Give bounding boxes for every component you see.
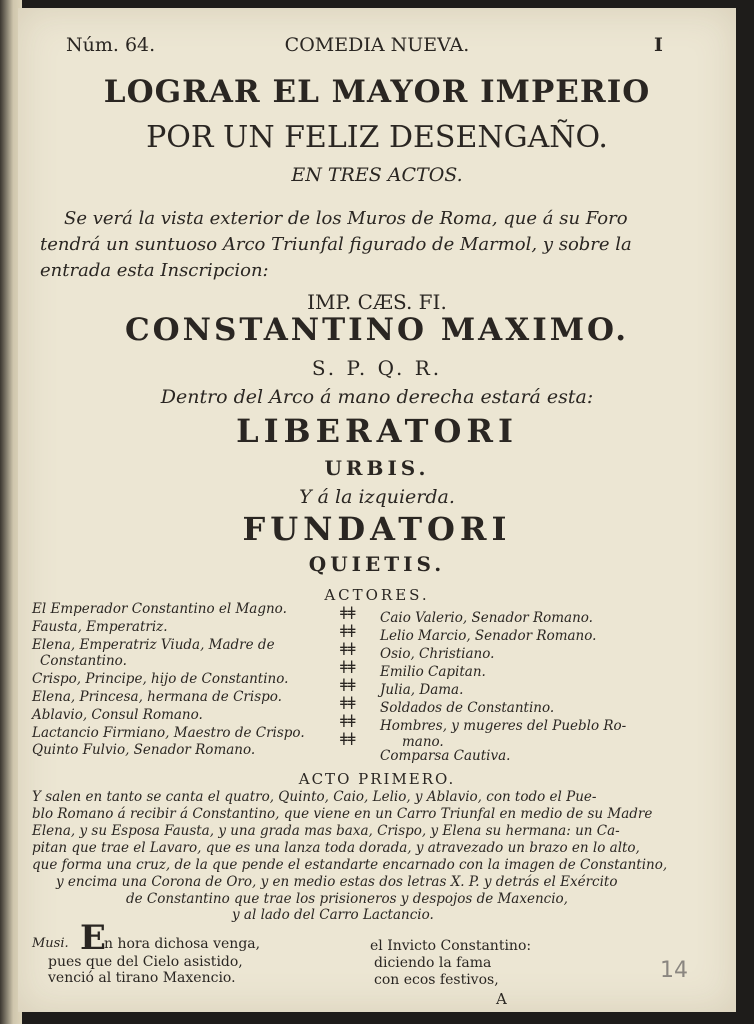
verse-line: pues que del Cielo asistido, — [48, 954, 243, 970]
inscription-name: CONSTANTINO MAXIMO. — [124, 312, 630, 348]
dagger-ornament: ǂǂ — [340, 622, 356, 642]
cast-left-item: El Emperador Constantino el Magno. — [32, 601, 287, 617]
cast-right-item: Comparsa Cautiva. — [380, 748, 511, 764]
page-number-label: Núm. 64. — [66, 34, 156, 56]
dagger-ornament: ǂǂ — [340, 694, 356, 714]
left-inscription-sub: QUIETIS. — [308, 552, 446, 576]
speaker-label: Musi. — [32, 936, 69, 951]
cast-right-item: Hombres, y mugeres del Pueblo Ro- — [380, 718, 627, 734]
verse-line: con ecos festivos, — [374, 972, 499, 988]
inscription-line: IMP. CÆS. FI. — [307, 290, 447, 314]
intro-line: tendrá un suntuoso Arco Triunfal figurado de Marmol, y sobre la — [40, 234, 632, 255]
cast-left-item: Quinto Fulvio, Senador Romano. — [32, 742, 256, 758]
signature-mark: A — [496, 990, 507, 1008]
cast-left-item: Ablavio, Consul Romano. — [32, 707, 203, 723]
title-line-3: EN TRES ACTOS. — [291, 164, 463, 186]
title-line-1: LOGRAR EL MAYOR IMPERIO — [103, 74, 651, 110]
dagger-ornament: ǂǂ — [340, 658, 356, 678]
dagger-ornament: ǂǂ — [340, 604, 356, 624]
left-inscription: FUNDATORI — [242, 510, 512, 548]
drop-cap-letter: E — [80, 918, 106, 958]
stage-direction-line: de Constantino que trae los prisioneros y despojos de Maxencio, — [126, 891, 568, 907]
verse-line: el Invicto Constantino: — [370, 938, 532, 954]
verse-line: venció al tirano Maxencio. — [48, 970, 236, 986]
cast-left-item: Fausta, Emperatriz. — [32, 619, 168, 635]
right-inscription-intro: Dentro del Arco á mano derecha estará esta: — [160, 386, 594, 408]
stage-direction-line: pitan que trae el Lavaro, que es una lanza toda dorada, y atravezado un brazo en lo alto, — [32, 840, 640, 856]
cast-right-item: mano. — [402, 734, 444, 750]
cast-right-item: Lelio Marcio, Senador Romano. — [380, 628, 597, 644]
cast-left-item: Lactancio Firmiano, Maestro de Crispo. — [32, 725, 305, 741]
cast-right-item: Soldados de Constantino. — [380, 700, 555, 716]
cast-left-item: Constantino. — [40, 653, 127, 669]
dagger-ornament: ǂǂ — [340, 712, 356, 732]
cast-heading: ACTORES. — [324, 586, 430, 604]
right-inscription-sub: URBIS. — [324, 456, 430, 480]
stage-direction-line: Elena, y su Esposa Fausta, y una grada mas baxa, Crispo, y Elena su hermana: un Ca- — [32, 823, 620, 839]
intro-line: entrada esta Inscripcion: — [40, 260, 269, 281]
cast-right-item: Osio, Christiano. — [380, 646, 495, 662]
stage-direction-line: y encima una Corona de Oro, y en medio estas dos letras X. P. y detrás el Exército — [56, 874, 618, 890]
stage-direction-line: que forma una cruz, de la que pende el estandarte encarnado con la imagen de Constantino, — [32, 857, 668, 873]
stage-direction-line: y al lado del Carro Lactancio. — [232, 907, 434, 923]
cast-left-item: Elena, Emperatriz Viuda, Madre de — [32, 637, 275, 653]
title-line-2: POR UN FELIZ DESENGAÑO. — [146, 120, 608, 155]
cast-left-item: Elena, Princesa, hermana de Crispo. — [32, 689, 282, 705]
right-inscription: LIBERATORI — [236, 412, 518, 450]
left-inscription-intro: Y á la izquierda. — [299, 486, 455, 508]
cast-right-item: Caio Valerio, Senador Romano. — [380, 610, 593, 626]
verse-line: n hora dichosa venga, — [104, 936, 261, 952]
intro-line: Se verá la vista exterior de los Muros de Roma, que á su Foro — [64, 208, 628, 229]
pencil-annotation: 14 — [660, 958, 688, 983]
dagger-ornament: ǂǂ — [340, 676, 356, 696]
cast-left-item: Crispo, Principe, hijo de Constantino. — [32, 671, 289, 687]
cast-right-item: Julia, Dama. — [380, 682, 464, 698]
cast-right-item: Emilio Capitan. — [380, 664, 486, 680]
dagger-ornament: ǂǂ — [340, 730, 356, 750]
book-page — [18, 8, 736, 1012]
dagger-ornament: ǂǂ — [340, 640, 356, 660]
stage-direction-line: Y salen en tanto se canta el quatro, Quinto, Caio, Lelio, y Ablavio, con todo el Pue- — [32, 789, 597, 805]
verse-line: diciendo la fama — [374, 955, 492, 971]
running-header: COMEDIA NUEVA. — [284, 34, 470, 56]
inscription-line: S. P. Q. R. — [311, 356, 443, 380]
folio-number: I — [654, 34, 663, 56]
stage-direction-line: blo Romano á recibir á Constantino, que viene en un Carro Triunfal en medio de su Madre — [32, 806, 653, 822]
act-heading: ACTO PRIMERO. — [298, 770, 456, 788]
